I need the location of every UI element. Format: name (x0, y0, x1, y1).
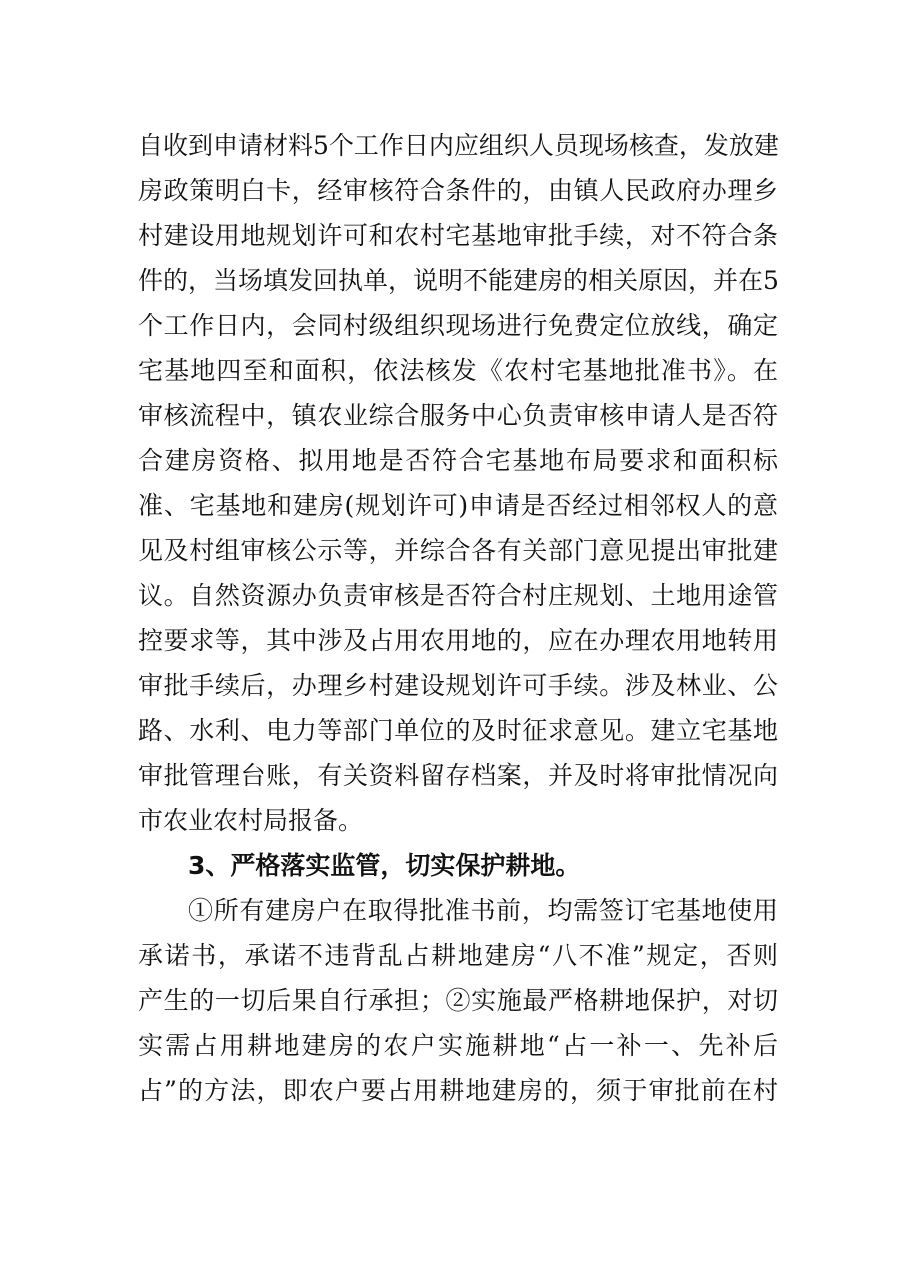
paragraph-2-line-4: 实需占用耕地建房的农户实施耕地“占一补一、先补后 (138, 1031, 778, 1060)
paragraph-1-line-12: 控要求等，其中涉及占用农用地的，应在办理农用地转用 (138, 626, 778, 655)
paragraph-1-line-14: 路、水利、电力等部门单位的及时征求意见。建立宅基地 (138, 716, 778, 745)
paragraph-1-line-4: 件的，当场填发回执单，说明不能建房的相关原因，并在5 (138, 266, 779, 295)
paragraph-1-line-15: 审批管理台账，有关资料留存档案，并及时将审批情况向 (138, 761, 778, 790)
paragraph-2-line-2: 承诺书，承诺不违背乱占耕地建房“八不准”规定，否则 (138, 941, 778, 970)
paragraph-1-line-2: 房政策明白卡，经审核符合条件的，由镇人民政府办理乡 (138, 176, 778, 205)
paragraph-2-line-5: 占”的方法，即农户要占用耕地建房的，须于审批前在村 (138, 1076, 778, 1105)
paragraph-1-line-9: 准、宅基地和建房(规划许可)申请是否经过相邻权人的意 (138, 491, 778, 520)
paragraph-1-line-11: 议。自然资源办负责审核是否符合村庄规划、土地用途管 (138, 581, 778, 610)
paragraph-2-line-1: ①所有建房户在取得批准书前，均需签订宅基地使用 (188, 896, 778, 925)
paragraph-1-line-7: 审核流程中，镇农业综合服务中心负责审核申请人是否符 (138, 401, 778, 430)
paragraph-1-line-5: 个工作日内，会同村级组织现场进行免费定位放线，确定 (138, 311, 778, 340)
paragraph-1-line-1: 自收到申请材料5个工作日内应组织人员现场核查，发放建 (138, 131, 779, 160)
paragraph-1-line-10: 见及村组审核公示等，并综合各有关部门意见提出审批建 (138, 536, 778, 565)
paragraph-1-line-8: 合建房资格、拟用地是否符合宅基地布局要求和面积标 (138, 446, 778, 475)
section-heading-3: 3、严格落实监管，切实保护耕地。 (188, 851, 581, 880)
paragraph-1-line-6: 宅基地四至和面积，依法核发《农村宅基地批准书》。在 (138, 356, 778, 385)
paragraph-1-line-3: 村建设用地规划许可和农村宅基地审批手续，对不符合条 (138, 221, 778, 250)
paragraph-2-line-3: 产生的一切后果自行承担；②实施最严格耕地保护，对切 (138, 986, 778, 1015)
paragraph-1-line-13: 审批手续后，办理乡村建设规划许可手续。涉及林业、公 (138, 671, 778, 700)
paragraph-1-line-16: 市农业农村局报备。 (138, 806, 364, 835)
